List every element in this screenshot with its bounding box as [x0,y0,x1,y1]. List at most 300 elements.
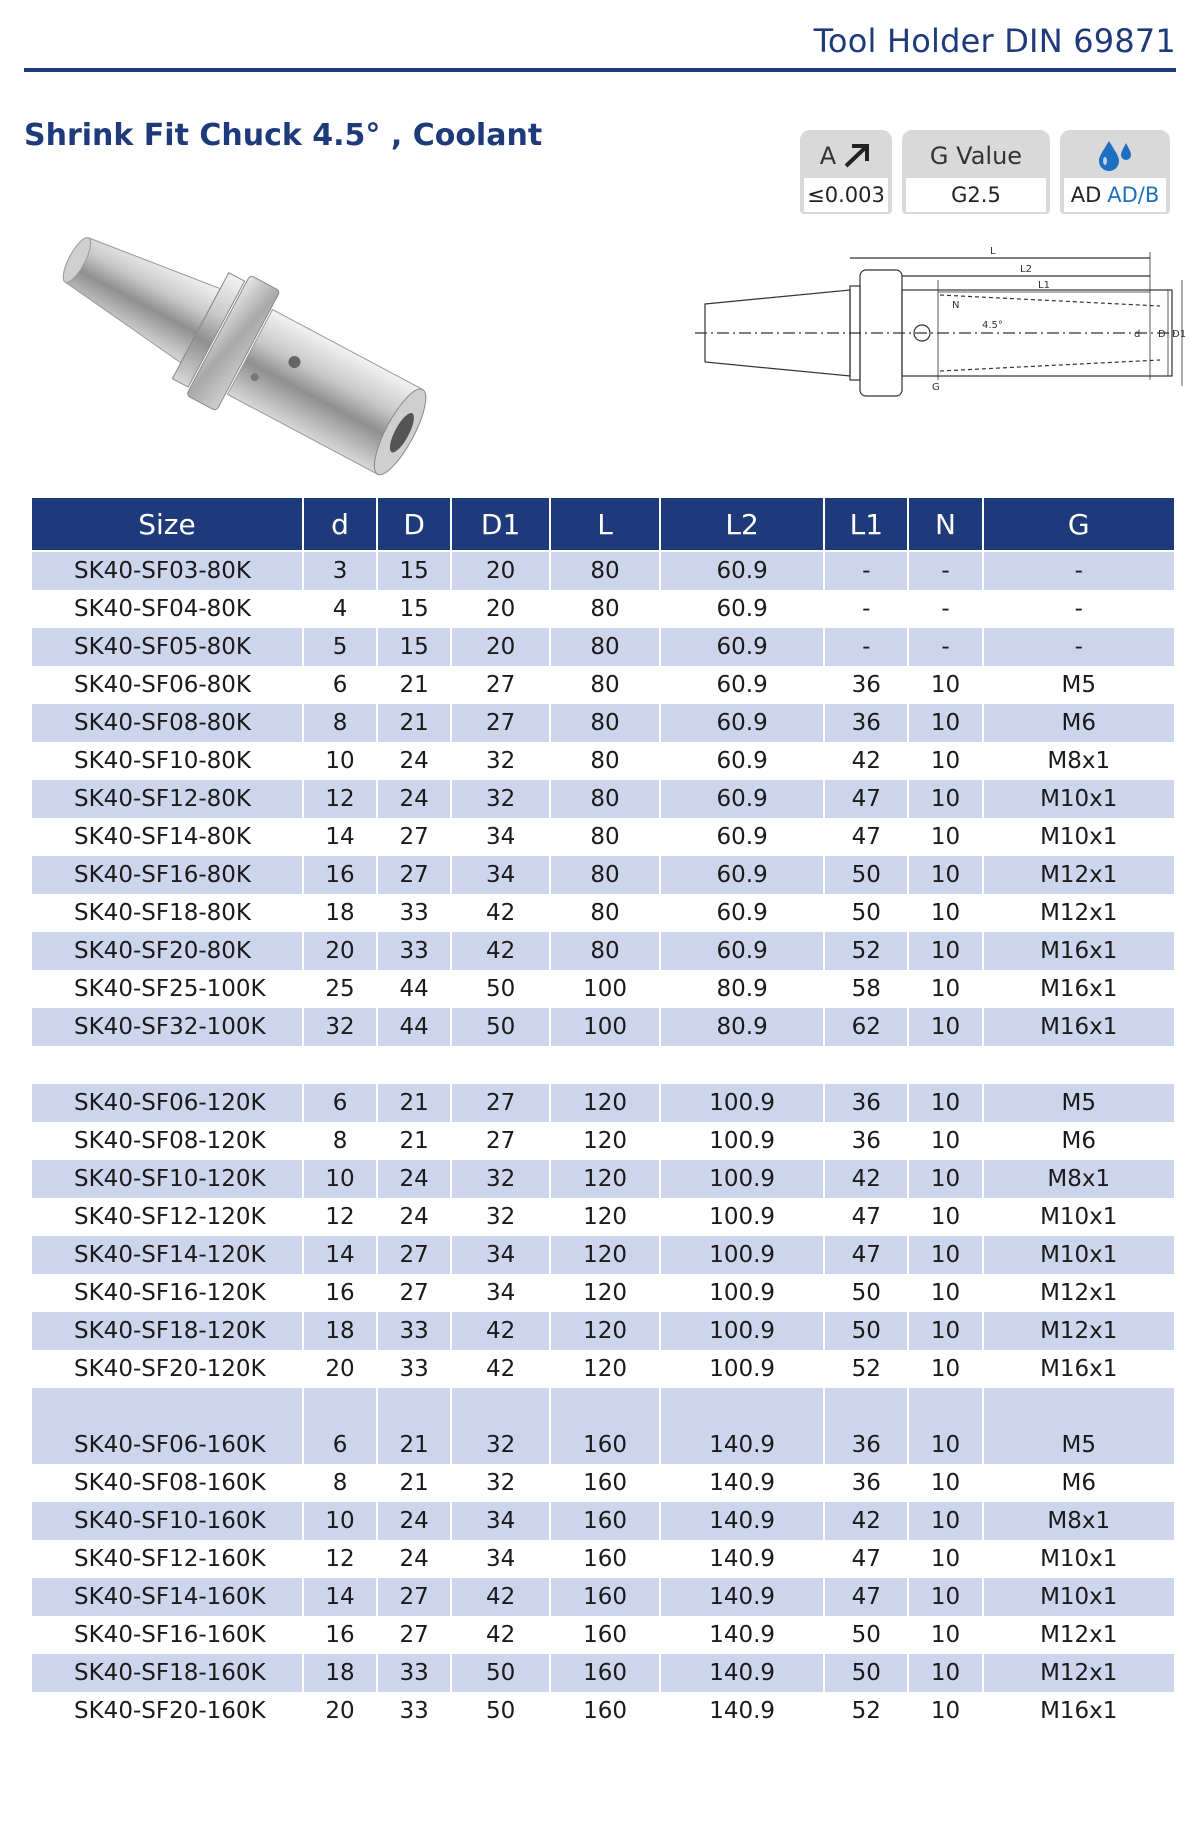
table-row [32,1502,1174,1540]
cell-d1: 32 [452,1464,549,1502]
cell-g: M6 [984,704,1175,742]
dim-label-angle: 4.5° [982,320,1003,331]
cell-n: 10 [909,780,981,818]
cell-g: M8x1 [984,1502,1175,1540]
cell-n: 10 [909,1464,981,1502]
cell-l: 160 [551,1502,659,1540]
cell-d: 6 [304,1084,376,1122]
cell-n: 10 [909,1426,981,1464]
cell-g: M12x1 [984,1274,1175,1312]
cell-D: 21 [378,1084,450,1122]
cell-g: M16x1 [984,1350,1175,1388]
cell-l: 120 [551,1312,659,1350]
cell-l1: 36 [825,1464,907,1502]
cell-l: 160 [551,1426,659,1464]
cell-d: 14 [304,1578,376,1616]
spacer-cell [909,1388,981,1426]
cell-l1: 47 [825,1578,907,1616]
col-header-D: D [378,498,450,552]
cell-n: 10 [909,742,981,780]
cell-D: 15 [378,590,450,628]
g-value: G2.5 [906,178,1046,212]
cell-d: 5 [304,628,376,666]
cell-n: 10 [909,932,981,970]
cell-l: 80 [551,742,659,780]
spacer-cell [304,1046,376,1084]
cell-l2: 80.9 [661,1008,823,1046]
cell-d1: 50 [452,970,549,1008]
spacer-cell [452,1388,549,1426]
col-header-l2: L2 [661,498,823,552]
cell-d1: 34 [452,1274,549,1312]
cell-l1: 42 [825,1502,907,1540]
cell-d1: 34 [452,856,549,894]
table-row [32,1540,1174,1578]
col-header-d1: D1 [452,498,549,552]
table-row [32,742,1174,780]
cell-n: 10 [909,1312,981,1350]
cell-size: SK40-SF18-120K [32,1312,302,1350]
cell-g: M16x1 [984,932,1175,970]
spec-badges [800,130,1170,214]
cell-d1: 42 [452,894,549,932]
cell-size: SK40-SF08-160K [32,1464,302,1502]
cell-l1: 52 [825,932,907,970]
cell-D: 24 [378,1540,450,1578]
cell-D: 21 [378,1464,450,1502]
table-row [32,1692,1174,1730]
cell-l1: 50 [825,1654,907,1692]
col-header-l1: L1 [825,498,907,552]
cell-l2: 100.9 [661,1274,823,1312]
cell-d: 12 [304,1540,376,1578]
cell-l1: 36 [825,1426,907,1464]
table-row [32,628,1174,666]
cell-size: SK40-SF20-80K [32,932,302,970]
runout-badge [800,130,892,214]
cell-l1: 50 [825,856,907,894]
cell-d: 16 [304,1616,376,1654]
cell-l: 80 [551,780,659,818]
table-row [32,552,1174,590]
cell-D: 44 [378,1008,450,1046]
table-row [32,1350,1174,1388]
cell-l1: 42 [825,742,907,780]
cell-n: 10 [909,666,981,704]
cell-d: 8 [304,1464,376,1502]
cell-D: 44 [378,970,450,1008]
cell-D: 33 [378,932,450,970]
spacer-cell [378,1388,450,1426]
cell-l1: 36 [825,704,907,742]
col-header-l: L [551,498,659,552]
cell-l1: 36 [825,666,907,704]
g-value-label: G Value [929,142,1023,170]
group-spacer-row [32,1388,1174,1426]
cell-D: 27 [378,856,450,894]
cell-d1: 34 [452,1540,549,1578]
cell-d: 16 [304,856,376,894]
technical-drawing [690,240,1187,495]
cell-n: 10 [909,1160,981,1198]
dim-label-l2: L2 [1020,264,1032,275]
title-divider [24,68,1176,72]
table-row [32,1578,1174,1616]
cell-d: 14 [304,1236,376,1274]
cell-l: 120 [551,1198,659,1236]
cell-D: 27 [378,1274,450,1312]
cell-l: 160 [551,1616,659,1654]
cell-d: 25 [304,970,376,1008]
cell-n: 10 [909,1084,981,1122]
runout-value: ≤0.003 [804,178,888,212]
cell-g: M12x1 [984,1312,1175,1350]
page-title: Tool Holder DIN 69871 [813,22,1176,60]
cell-l2: 100.9 [661,1160,823,1198]
cell-n: 10 [909,1692,981,1730]
table-row [32,1654,1174,1692]
cell-D: 24 [378,1198,450,1236]
cell-l: 80 [551,666,659,704]
cell-D: 33 [378,1350,450,1388]
table-row [32,1084,1174,1122]
table-row [32,894,1174,932]
table-row [32,1236,1174,1274]
cell-D: 33 [378,894,450,932]
coolant-value-adb: AD/B [1107,183,1160,207]
cell-d: 20 [304,1350,376,1388]
cell-l: 120 [551,1122,659,1160]
cell-d: 32 [304,1008,376,1046]
cell-D: 21 [378,1426,450,1464]
cell-size: SK40-SF16-80K [32,856,302,894]
cell-l2: 60.9 [661,856,823,894]
cell-g: M12x1 [984,1654,1175,1692]
cell-n: 10 [909,1502,981,1540]
cell-size: SK40-SF14-120K [32,1236,302,1274]
cell-l: 100 [551,970,659,1008]
cell-d1: 20 [452,552,549,590]
table-row [32,970,1174,1008]
cell-l1: 47 [825,818,907,856]
cell-D: 15 [378,552,450,590]
cell-d: 4 [304,590,376,628]
table-row [32,780,1174,818]
cell-g: M10x1 [984,1540,1175,1578]
cell-size: SK40-SF32-100K [32,1008,302,1046]
cell-size: SK40-SF18-80K [32,894,302,932]
cell-l2: 60.9 [661,552,823,590]
cell-size: SK40-SF08-80K [32,704,302,742]
cell-size: SK40-SF20-160K [32,1692,302,1730]
cell-d1: 42 [452,932,549,970]
cell-n: 10 [909,1198,981,1236]
cell-g: M6 [984,1122,1175,1160]
cell-D: 27 [378,1236,450,1274]
cell-g: M10x1 [984,780,1175,818]
cell-size: SK40-SF25-100K [32,970,302,1008]
cell-l2: 60.9 [661,666,823,704]
cell-l2: 140.9 [661,1654,823,1692]
cell-l2: 100.9 [661,1122,823,1160]
cell-size: SK40-SF12-80K [32,780,302,818]
cell-d: 16 [304,1274,376,1312]
table-row [32,1160,1174,1198]
dim-label-g: G [932,382,940,393]
cell-D: 33 [378,1312,450,1350]
cell-l2: 60.9 [661,818,823,856]
cell-l1: 52 [825,1692,907,1730]
specification-table [30,498,1176,1730]
cell-g: M16x1 [984,1692,1175,1730]
cell-l2: 60.9 [661,894,823,932]
dim-label-l: L [990,246,996,257]
table-row [32,1312,1174,1350]
cell-d1: 34 [452,1502,549,1540]
cell-n: 10 [909,1616,981,1654]
cell-g: M10x1 [984,1198,1175,1236]
cell-size: SK40-SF16-160K [32,1616,302,1654]
spacer-cell [825,1046,907,1084]
cell-d1: 32 [452,1160,549,1198]
cell-D: 24 [378,780,450,818]
table-row [32,1426,1174,1464]
cell-d1: 27 [452,1084,549,1122]
cell-g: M12x1 [984,1616,1175,1654]
cell-l2: 100.9 [661,1084,823,1122]
cell-l2: 100.9 [661,1198,823,1236]
cell-l1: 62 [825,1008,907,1046]
cell-d: 10 [304,1502,376,1540]
coolant-drops-icon [1095,139,1135,173]
cell-size: SK40-SF10-120K [32,1160,302,1198]
cell-d: 6 [304,666,376,704]
cell-d1: 50 [452,1692,549,1730]
runout-label: A [819,142,837,170]
cell-size: SK40-SF06-160K [32,1426,302,1464]
cell-l2: 140.9 [661,1616,823,1654]
cell-l1: 36 [825,1084,907,1122]
cell-l2: 60.9 [661,590,823,628]
cell-l1: 47 [825,1540,907,1578]
cell-l: 160 [551,1540,659,1578]
cell-l1: 50 [825,894,907,932]
cell-l: 80 [551,894,659,932]
spacer-cell [551,1046,659,1084]
cell-D: 27 [378,1578,450,1616]
table-row [32,1198,1174,1236]
spacer-cell [378,1046,450,1084]
cell-g: M5 [984,666,1175,704]
cell-d1: 42 [452,1312,549,1350]
cell-d1: 34 [452,818,549,856]
cell-n: - [909,590,981,628]
table-body [32,552,1174,1730]
cell-d: 10 [304,1160,376,1198]
cell-d: 14 [304,818,376,856]
cell-l2: 100.9 [661,1312,823,1350]
cell-n: 10 [909,818,981,856]
cell-n: 10 [909,970,981,1008]
cell-l2: 80.9 [661,970,823,1008]
cell-D: 33 [378,1654,450,1692]
cell-l1: 58 [825,970,907,1008]
g-value-badge [902,130,1050,214]
cell-g: M8x1 [984,742,1175,780]
cell-g: M10x1 [984,1578,1175,1616]
cell-l2: 140.9 [661,1692,823,1730]
cell-l: 160 [551,1692,659,1730]
col-header-d: d [304,498,376,552]
cell-size: SK40-SF04-80K [32,590,302,628]
cell-size: SK40-SF06-120K [32,1084,302,1122]
coolant-value-ad: AD [1070,183,1102,207]
cell-l: 120 [551,1160,659,1198]
cell-l: 160 [551,1654,659,1692]
cell-d: 12 [304,1198,376,1236]
cell-d1: 32 [452,780,549,818]
cell-l2: 60.9 [661,932,823,970]
cell-D: 24 [378,1160,450,1198]
cell-l1: 50 [825,1274,907,1312]
cell-l: 120 [551,1084,659,1122]
cell-d: 3 [304,552,376,590]
cell-D: 24 [378,1502,450,1540]
section-title: Shrink Fit Chuck 4.5° , Coolant [24,118,543,153]
cell-g: M8x1 [984,1160,1175,1198]
cell-d: 8 [304,1122,376,1160]
cell-d: 10 [304,742,376,780]
spacer-cell [661,1046,823,1084]
table-row [32,1616,1174,1654]
cell-l: 80 [551,932,659,970]
cell-l1: 50 [825,1312,907,1350]
table-header-row [32,498,1174,552]
cell-l2: 140.9 [661,1578,823,1616]
cell-l1: 52 [825,1350,907,1388]
cell-l2: 60.9 [661,704,823,742]
cell-l: 80 [551,856,659,894]
cell-n: 10 [909,1122,981,1160]
cell-d1: 42 [452,1578,549,1616]
dim-label-d: D [1158,329,1166,340]
cell-d1: 42 [452,1350,549,1388]
spacer-cell [32,1388,302,1426]
cell-l: 80 [551,628,659,666]
cell-g: M12x1 [984,856,1175,894]
cell-size: SK40-SF18-160K [32,1654,302,1692]
cell-l2: 140.9 [661,1540,823,1578]
col-header-n: N [909,498,981,552]
cell-l1: - [825,590,907,628]
cell-l: 160 [551,1578,659,1616]
spacer-cell [551,1388,659,1426]
cell-l2: 60.9 [661,742,823,780]
cell-l1: 47 [825,780,907,818]
table-row [32,1464,1174,1502]
group-spacer-row [32,1046,1174,1084]
cell-d: 8 [304,704,376,742]
cell-l1: 42 [825,1160,907,1198]
spacer-cell [661,1388,823,1426]
cell-l1: 47 [825,1198,907,1236]
cell-g: M5 [984,1084,1175,1122]
cell-d: 18 [304,894,376,932]
cell-size: SK40-SF12-120K [32,1198,302,1236]
cell-d1: 32 [452,1198,549,1236]
spacer-cell [909,1046,981,1084]
cell-d1: 20 [452,590,549,628]
cell-d1: 32 [452,742,549,780]
cell-l2: 60.9 [661,780,823,818]
cell-size: SK40-SF14-160K [32,1578,302,1616]
cell-d: 18 [304,1654,376,1692]
cell-D: 27 [378,818,450,856]
cell-D: 15 [378,628,450,666]
cell-l: 120 [551,1274,659,1312]
cell-size: SK40-SF05-80K [32,628,302,666]
cell-D: 27 [378,1616,450,1654]
cell-D: 21 [378,1122,450,1160]
cell-l: 80 [551,590,659,628]
cell-D: 24 [378,742,450,780]
cell-g: - [984,590,1175,628]
cell-l: 100 [551,1008,659,1046]
cell-l1: 50 [825,1616,907,1654]
spacer-cell [984,1388,1175,1426]
cell-size: SK40-SF03-80K [32,552,302,590]
cell-g: M6 [984,1464,1175,1502]
spacer-cell [984,1046,1175,1084]
cell-g: M16x1 [984,970,1175,1008]
table-row [32,666,1174,704]
cell-size: SK40-SF10-160K [32,1502,302,1540]
table-row [32,818,1174,856]
table-row [32,856,1174,894]
cell-n: 10 [909,1578,981,1616]
cell-d1: 20 [452,628,549,666]
cell-n: 10 [909,1350,981,1388]
cell-g: M10x1 [984,1236,1175,1274]
cell-d: 20 [304,1692,376,1730]
cell-l: 160 [551,1464,659,1502]
cell-l2: 140.9 [661,1464,823,1502]
cell-l2: 60.9 [661,628,823,666]
cell-g: M5 [984,1426,1175,1464]
cell-size: SK40-SF16-120K [32,1274,302,1312]
cell-l: 80 [551,818,659,856]
dim-label-n: N [952,300,960,311]
cell-d1: 32 [452,1426,549,1464]
cell-l: 80 [551,704,659,742]
cell-d1: 27 [452,704,549,742]
cell-n: 10 [909,704,981,742]
cell-size: SK40-SF20-120K [32,1350,302,1388]
cell-l: 80 [551,552,659,590]
cell-n: - [909,552,981,590]
cell-l2: 100.9 [661,1350,823,1388]
cell-size: SK40-SF08-120K [32,1122,302,1160]
cell-d1: 50 [452,1008,549,1046]
dim-label-l1: L1 [1038,280,1050,291]
cell-d: 12 [304,780,376,818]
cell-n: 10 [909,1274,981,1312]
cell-g: - [984,628,1175,666]
cell-l2: 100.9 [661,1236,823,1274]
cell-d1: 50 [452,1654,549,1692]
table-row [32,1274,1174,1312]
cell-d1: 27 [452,666,549,704]
